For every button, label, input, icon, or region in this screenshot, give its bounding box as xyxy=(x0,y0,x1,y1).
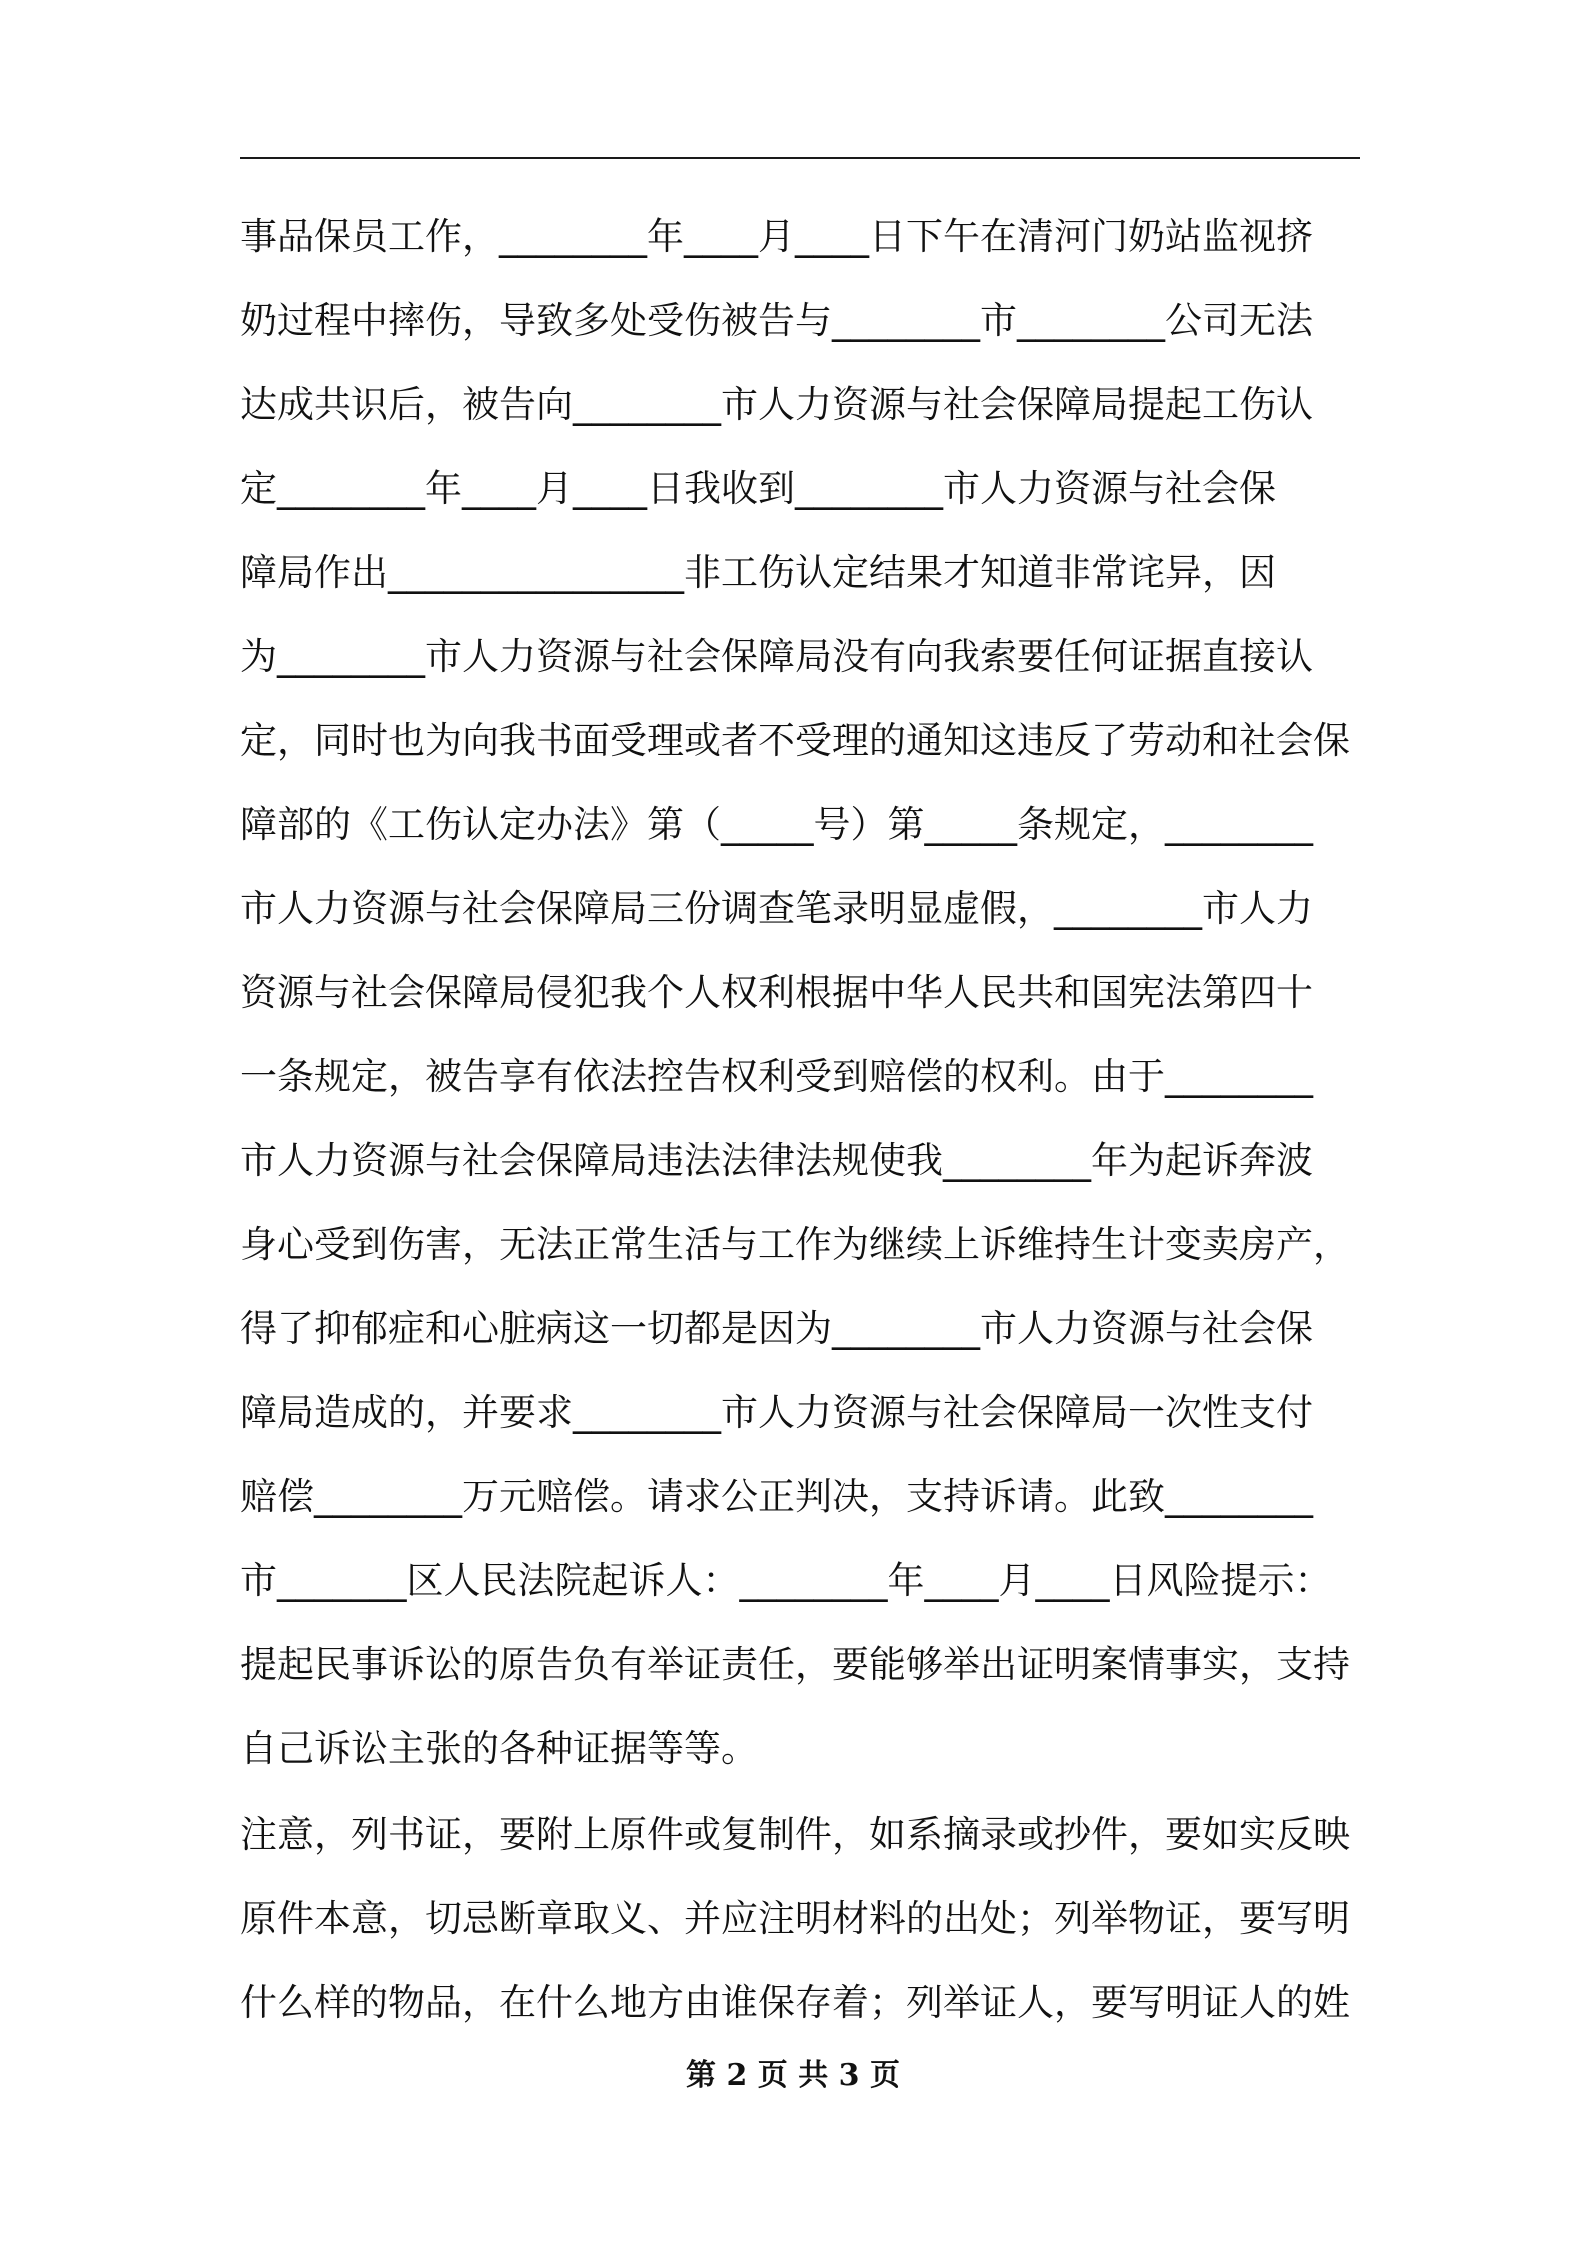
text-line: 注意，列书证，要附上原件或复制件，如系摘录或抄件，要如实反映 xyxy=(240,1813,1350,1856)
text-line: 市人力资源与社会保障局违法法律法规使我________年为起诉奔波 xyxy=(240,1139,1313,1182)
text-line: 障局作出________________非工伤认定结果才知道非常诧异，因 xyxy=(240,551,1276,594)
text-line: 市人力资源与社会保障局三份调查笔录明显虚假，________市人力 xyxy=(240,887,1313,930)
text-line: 一条规定，被告享有依法控告权利受到赔偿的权利。由于________ xyxy=(240,1055,1313,1098)
text-line: 定________年____月____日我收到________市人力资源与社会保 xyxy=(240,467,1276,510)
text-line: 什么样的物品，在什么地方由谁保存着；列举证人，要写明证人的姓 xyxy=(240,1981,1350,2024)
text-line: 市_______区人民法院起诉人：________年____月____日风险提示： xyxy=(240,1559,1332,1602)
text-line: 事品保员工作，________年____月____日下午在清河门奶站监视挤 xyxy=(240,215,1313,258)
text-line: 为________市人力资源与社会保障局没有向我索要任何证据直接认 xyxy=(240,635,1313,678)
page-number: 第 2 页 共 3 页 xyxy=(686,2058,900,2093)
text-line: 身心受到伤害，无法正常生活与工作为继续上诉维持生计变卖房产， xyxy=(240,1223,1350,1266)
text-line: 达成共识后，被告向________市人力资源与社会保障局提起工伤认 xyxy=(240,383,1313,426)
document-body xyxy=(240,195,1360,2045)
text-line: 资源与社会保障局侵犯我个人权利根据中华人民共和国宪法第四十 xyxy=(240,971,1313,1014)
text-line: 提起民事诉讼的原告负有举证责任，要能够举出证明案情事实，支持 xyxy=(240,1643,1350,1686)
text-line: 赔偿________万元赔偿。请求公正判决，支持诉请。此致________ xyxy=(240,1475,1313,1518)
text-line: 障部的《工伤认定办法》第（_____号）第_____条规定，________ xyxy=(240,803,1313,846)
text-line: 障局造成的，并要求________市人力资源与社会保障局一次性支付 xyxy=(240,1391,1313,1434)
text-line: 自己诉讼主张的各种证据等等。 xyxy=(240,1727,758,1770)
text-line: 定，同时也为向我书面受理或者不受理的通知这违反了劳动和社会保 xyxy=(240,719,1350,762)
text-line: 奶过程中摔伤，导致多处受伤被告与________市________公司无法 xyxy=(240,299,1313,342)
header-rule xyxy=(240,157,1360,159)
text-line: 得了抑郁症和心脏病这一切都是因为________市人力资源与社会保 xyxy=(240,1307,1313,1350)
text-line: 原件本意，切忌断章取义、并应注明材料的出处；列举物证，要写明 xyxy=(240,1897,1350,1940)
